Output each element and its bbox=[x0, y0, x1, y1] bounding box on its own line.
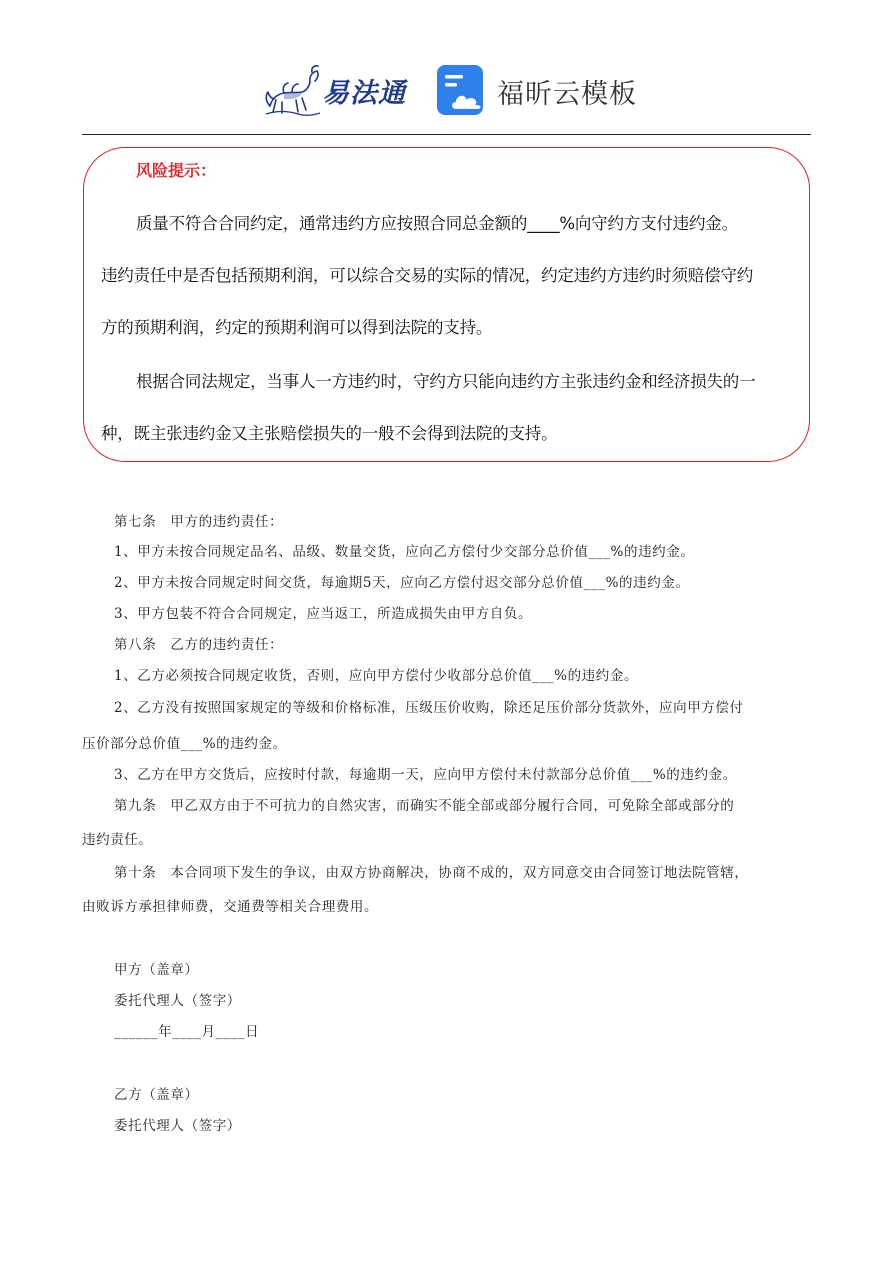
header-divider bbox=[82, 134, 811, 135]
clause-continued: 违约责任。 bbox=[82, 832, 153, 848]
clause-item: 2、甲方未按合同规定时间交货，每逾期5天，应向乙方偿付迟交部分总价值___%的违约金。 bbox=[114, 575, 690, 591]
page-header bbox=[0, 56, 893, 126]
clause-heading-9: 第九条 甲乙双方由于不可抗力的自然灾害，而确实不能全部或部分履行合同，可免除全部或部分的 bbox=[114, 798, 735, 814]
risk-notice-line: 根据合同法规定，当事人一方违约时，守约方只能向违约方主张违约金和经济损失的一 bbox=[136, 372, 756, 391]
clause-item-continued: 压价部分总价值___%的违约金。 bbox=[82, 736, 287, 752]
clause-item: 3、甲方包装不符合合同规定，应当返工，所造成损失由甲方自负。 bbox=[114, 606, 533, 622]
date-line: ______年____月____日 bbox=[114, 1024, 260, 1040]
risk-notice-box bbox=[83, 147, 810, 462]
risk-notice-line: 种，既主张违约金又主张赔偿损失的一般不会得到法院的支持。 bbox=[101, 424, 558, 443]
risk-notice-line: 违约责任中是否包括预期利润，可以综合交易的实际的情况，约定违约方违约时须赔偿守约 bbox=[101, 266, 754, 285]
party-a-seal-label: 甲方（盖章） bbox=[114, 962, 199, 978]
risk-notice-title: 风险提示： bbox=[136, 161, 217, 180]
party-b-agent-label: 委托代理人（签字） bbox=[114, 1118, 241, 1134]
risk-notice-line: 方的预期利润，约定的预期利润可以得到法院的支持。 bbox=[101, 318, 493, 337]
clause-item: 1、乙方必须按合同规定收货，否则，应向甲方偿付少收部分总价值___%的违约金。 bbox=[114, 668, 639, 684]
clause-item: 1、甲方未按合同规定品名、品级、数量交货，应向乙方偿付少交部分总价值___%的违约金。 bbox=[114, 544, 695, 560]
clause-heading-8: 第八条 乙方的违约责任： bbox=[114, 637, 284, 653]
cloud-document-icon bbox=[436, 64, 488, 118]
logo-right-text: 福昕云模板 bbox=[497, 78, 637, 110]
fuxin-logo bbox=[436, 64, 637, 118]
clause-item: 2、乙方没有按照国家规定的等级和价格标准，压级压价收购，除还足压价部分货款外，应向甲方偿付 bbox=[114, 700, 744, 716]
clause-continued: 由败诉方承担律师费，交通费等相关合理费用。 bbox=[82, 899, 379, 915]
logo-left-text: 易法通 bbox=[322, 77, 406, 109]
party-a-agent-label: 委托代理人（签字） bbox=[114, 993, 241, 1009]
clause-heading-7: 第七条 甲方的违约责任： bbox=[114, 514, 284, 530]
party-b-seal-label: 乙方（盖章） bbox=[114, 1087, 199, 1103]
clause-item: 3、乙方在甲方交货后，应按时付款，每逾期一天，应向甲方偿付未付款部分总价值___%的违约金。 bbox=[114, 767, 737, 783]
qilin-emblem-icon bbox=[262, 62, 324, 118]
risk-notice-line: 质量不符合合同约定，通常违约方应按照合同总金额的____%向守约方支付违约金。 bbox=[136, 214, 738, 233]
clause-heading-10: 第十条 本合同项下发生的争议，由双方协商解决，协商不成的，双方同意交由合同签订地法院管辖， bbox=[114, 865, 749, 881]
yifatong-logo bbox=[262, 62, 422, 118]
